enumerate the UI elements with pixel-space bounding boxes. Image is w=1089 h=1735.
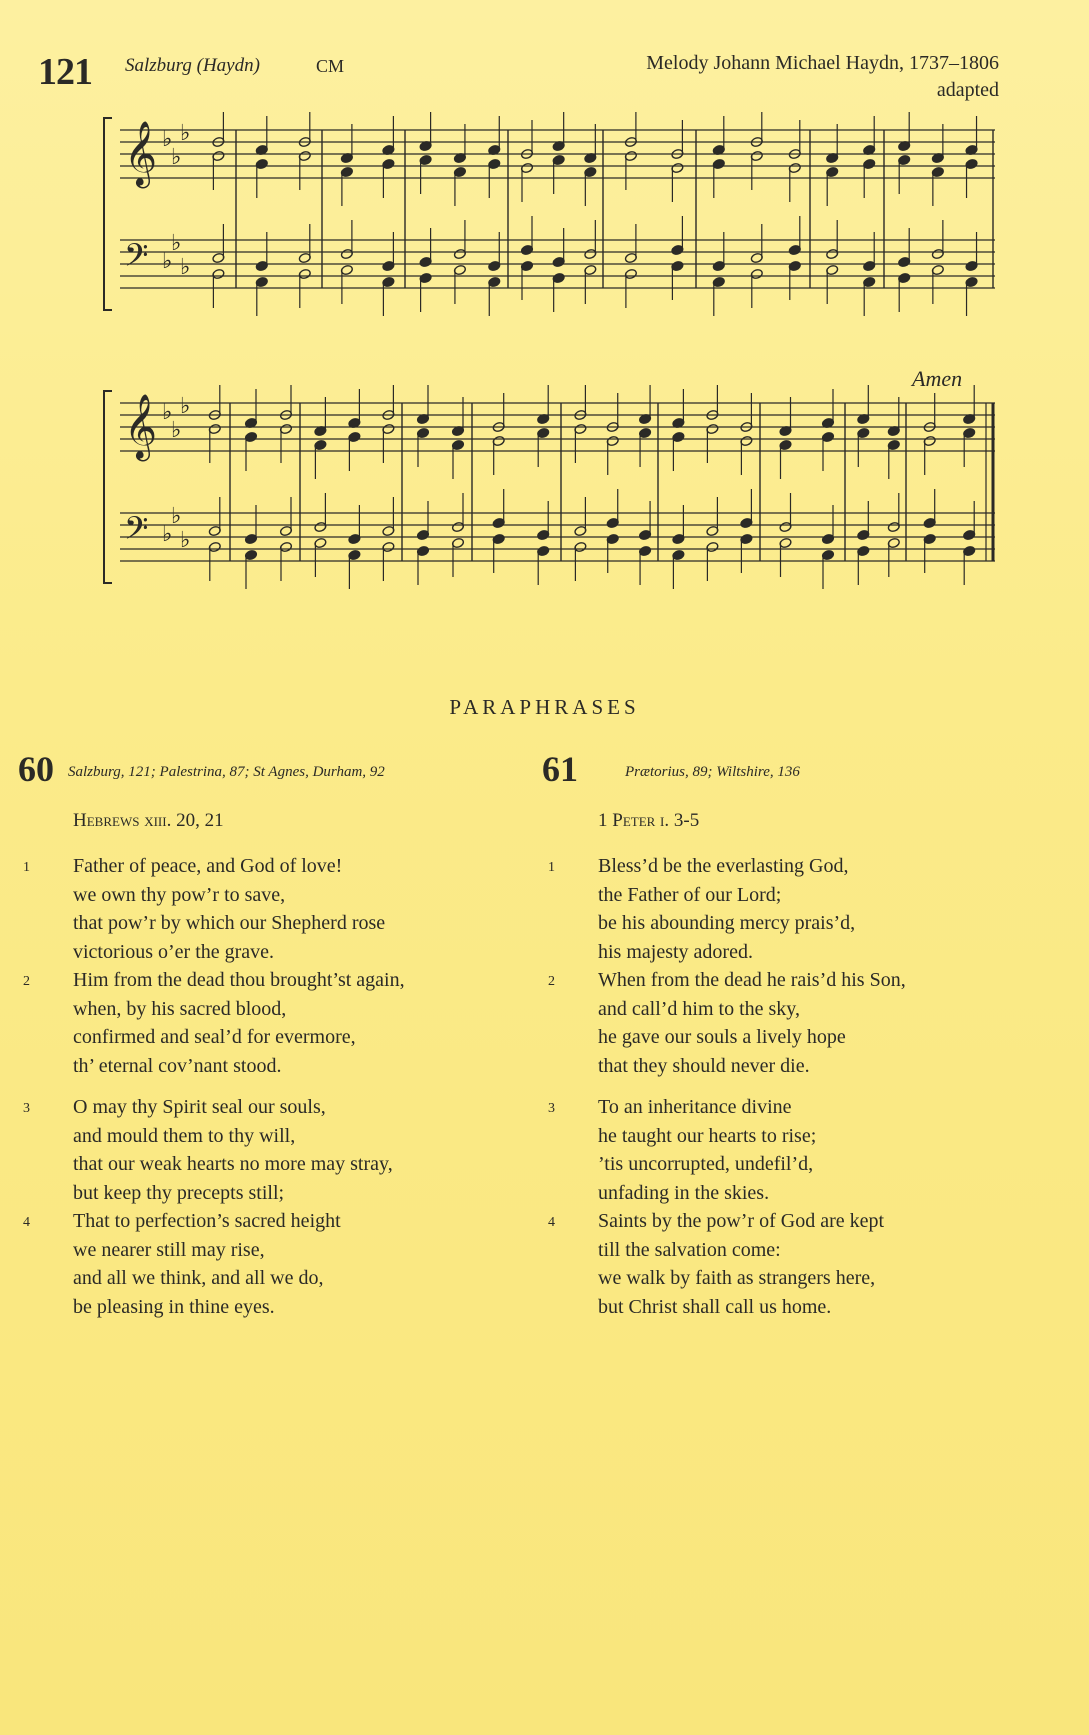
verse-60-2 [23,966,405,1080]
verse-number: 2 [23,974,30,989]
verse-61-2 [548,966,906,1080]
verse-line: but Christ shall call us home. [598,1295,832,1318]
bass-clef-icon: 𝄢 [124,510,149,554]
flat-icon: ♭ [171,418,182,443]
verse-line: and all we think, and all we do, [73,1267,324,1289]
verse-number: 4 [548,1215,555,1230]
flat-icon: ♭ [180,528,191,553]
section-heading: PARAPHRASES [449,695,640,719]
paraphrase-60-tunes: Salzburg, 121; Palestrina, 87; St Agnes, Durham, 92 [68,764,385,780]
system-bracket [104,118,112,310]
meter: CM [316,56,345,76]
verse-line: That to perfection’s sacred height [73,1210,341,1232]
hymn-number: 121 [38,51,92,93]
flat-icon: ♭ [162,127,173,152]
flat-icon: ♭ [180,255,191,280]
melody-credit [646,50,999,104]
verse-61-3 [548,1093,817,1207]
verse-line: but keep thy precepts still; [73,1181,285,1204]
verse-line: unfading in the skies. [598,1181,770,1204]
verse-line: be pleasing in thine eyes. [73,1295,275,1318]
verse-line: his majesty adored. [598,940,753,963]
flat-icon: ♭ [171,504,182,529]
verse-line: that pow’r by which our Shepherd rose [73,912,386,934]
verse-line: he taught our hearts to rise; [598,1124,817,1147]
verse-60-1 [23,852,386,966]
verse-60-4 [23,1207,341,1321]
verse-61-4 [548,1207,885,1321]
verse-line: the Father of our Lord; [598,883,782,906]
verse-line: Saints by the pow’r of God are kept [598,1210,885,1232]
verse-line: he gave our souls a lively hope [598,1026,846,1048]
verse-line: victorious o’er the grave. [73,940,275,963]
flat-icon: ♭ [180,121,191,146]
verse-number: 1 [23,860,30,875]
credit-line-2: adapted [936,79,999,101]
music-system-1 [100,112,1005,327]
verse-line: confirmed and seal’d for evermore, [73,1026,356,1048]
verse-number: 3 [548,1101,555,1116]
verse-line: when, by his sacred blood, [73,997,287,1020]
flat-icon: ♭ [162,400,173,425]
system-bracket [104,391,112,583]
music-system-2 [100,385,1005,600]
verse-61-1 [548,852,856,966]
credit-line-1: Melody Johann Michael Haydn, 1737–1806 [646,52,999,74]
treble-clef-icon: 𝄞 [124,121,158,186]
flat-icon: ♭ [180,394,191,419]
verse-line: we own thy pow’r to save, [73,883,286,906]
verse-line: ’tis uncorrupted, undefil’d, [598,1153,814,1175]
paraphrase-61-reference: 1 Peter i. 3-5 [598,810,700,831]
tune-name: Salzburg (Haydn) [125,55,260,76]
treble-clef-icon: 𝄞 [124,394,158,459]
paraphrase-number-60: 60 [18,749,54,789]
flat-icon: ♭ [171,145,182,170]
bass-clef-icon: 𝄢 [124,237,149,281]
paraphrase-60-reference: Hebrews xiii. 20, 21 [73,810,224,831]
verse-number: 4 [23,1215,30,1230]
paraphrase-number-61: 61 [542,749,578,789]
verse-line: and call’d him to the sky, [598,997,800,1020]
verse-line: Bless’d be the everlasting God, [598,855,849,877]
flat-icon: ♭ [171,231,182,256]
verse-line: O may thy Spirit seal our souls, [73,1096,326,1118]
verse-line: we nearer still may rise, [73,1238,265,1261]
paraphrase-61-tunes: Prætorius, 89; Wiltshire, 136 [625,764,800,780]
verse-number: 2 [548,974,555,989]
verse-line: To an inheritance divine [598,1096,792,1118]
verse-line: th’ eternal cov’nant stood. [73,1054,282,1077]
verse-60-3 [23,1093,393,1207]
amen-label: Amen [912,366,963,391]
verse-line: that they should never die. [598,1054,810,1077]
verse-line: Him from the dead thou brought’st again, [73,969,405,991]
flat-icon: ♭ [162,522,173,547]
verse-line: Father of peace, and God of love! [73,855,343,877]
verse-line: be his abounding mercy prais’d, [598,912,856,934]
verse-line: we walk by faith as strangers here, [598,1267,876,1289]
verse-line: When from the dead he rais’d his Son, [598,969,906,991]
verse-line: till the salvation come: [598,1238,781,1261]
verse-number: 3 [23,1101,30,1116]
verse-number: 1 [548,860,555,875]
flat-icon: ♭ [162,249,173,274]
verse-line: and mould them to thy will, [73,1124,296,1147]
verse-line: that our weak hearts no more may stray, [73,1153,393,1175]
